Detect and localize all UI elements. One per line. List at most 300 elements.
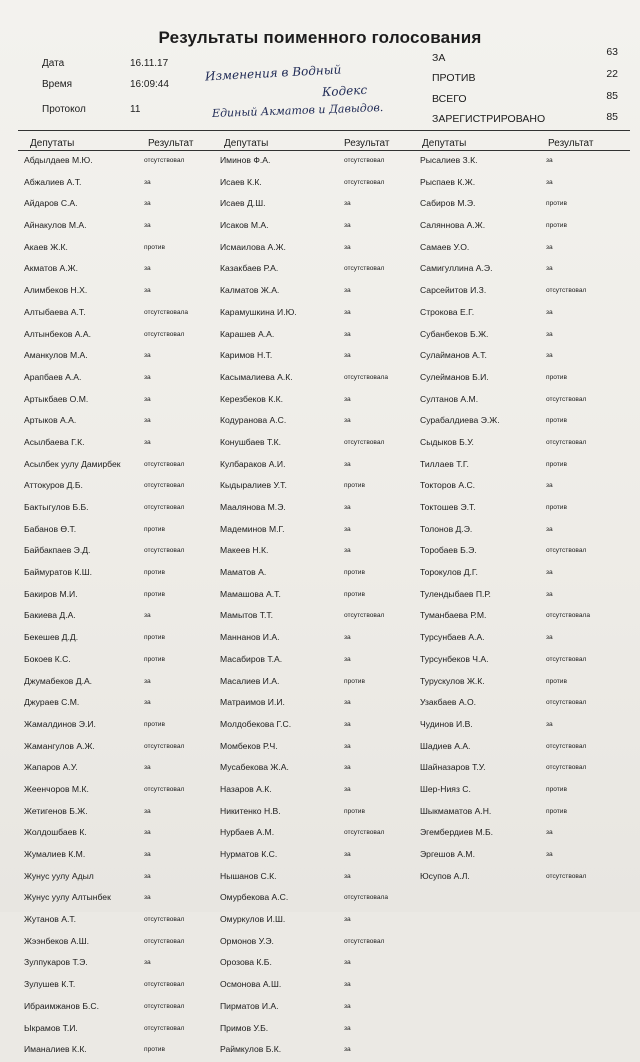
- deputy-row: [220, 585, 418, 607]
- deputy-row: [420, 845, 630, 867]
- deputy-result: за: [144, 677, 151, 685]
- deputy-row: [24, 585, 214, 607]
- deputy-row: [220, 563, 418, 585]
- deputy-result: против: [344, 569, 365, 577]
- deputy-result: за: [344, 243, 351, 251]
- deputy-result: против: [144, 569, 165, 577]
- deputy-name: Туманбаева Р.М.: [420, 610, 487, 621]
- deputy-name: Абжалиев А.Т.: [24, 176, 82, 187]
- deputy-row: [220, 281, 418, 303]
- deputy-name: Ормонов У.Э.: [220, 935, 274, 946]
- deputy-name: Никитенко Н.В.: [220, 805, 281, 816]
- deputy-result: за: [344, 1024, 351, 1032]
- deputy-name: Шер-Нияз С.: [420, 783, 471, 794]
- deputy-result: за: [344, 872, 351, 880]
- deputy-name: Баймуратов К.Ш.: [24, 567, 93, 578]
- deputy-name: Эгембердиев М.Б.: [420, 827, 494, 838]
- deputy-row: [220, 411, 418, 433]
- deputy-result: отсутствовал: [144, 460, 185, 468]
- deputy-result: за: [144, 287, 151, 295]
- col3-result-header: Результат: [548, 138, 594, 149]
- deputy-name: Самигуллина А.Э.: [420, 263, 493, 274]
- deputy-name: Рыспаев К.Ж.: [420, 176, 476, 187]
- deputy-row: [220, 1019, 418, 1041]
- votes-registered-label: ЗАРЕГИСТРИРОВАНО: [432, 113, 546, 125]
- deputy-result: за: [344, 742, 351, 750]
- deputy-result: отсутствовал: [144, 785, 185, 793]
- deputy-name: Жумалиев К.М.: [24, 849, 86, 859]
- deputy-result: отсутствовал: [144, 742, 185, 750]
- deputy-name: Маннанов И.А.: [220, 632, 280, 643]
- deputy-row: [24, 823, 214, 845]
- deputy-row: [24, 715, 214, 737]
- deputy-result: отсутствовал: [144, 504, 185, 511]
- deputy-row: [420, 238, 630, 260]
- deputy-row: [24, 802, 214, 824]
- deputy-result: против: [144, 525, 165, 533]
- deputy-name: Кыдыралиев У.Т.: [220, 480, 287, 491]
- deputy-result: за: [344, 851, 351, 858]
- deputy-row: [420, 411, 630, 433]
- time-value: 16:09:44: [130, 79, 169, 90]
- deputy-result: отсутствовал: [546, 699, 587, 707]
- deputy-result: за: [144, 829, 151, 837]
- deputy-row: [220, 194, 418, 216]
- deputy-name: Токторов А.С.: [420, 480, 476, 491]
- deputy-row: [220, 368, 418, 390]
- deputy-name: Тулендыбаев П.Р.: [420, 588, 491, 599]
- deputy-row: [24, 390, 214, 412]
- deputy-name: Артыкбаев О.М.: [24, 393, 89, 404]
- deputy-name: Раймкулов Б.К.: [220, 1044, 282, 1055]
- deputy-row: [420, 520, 630, 542]
- deputy-name: Бабанов Ө.Т.: [24, 523, 77, 534]
- votes-for-label: ЗА: [432, 52, 446, 64]
- deputy-result: за: [546, 178, 553, 186]
- deputy-result: за: [144, 395, 151, 403]
- deputy-row: [220, 628, 418, 650]
- deputy-name: Момбеков Р.Ч.: [220, 740, 278, 751]
- deputy-name: Бакиева Д.А.: [24, 610, 76, 621]
- deputy-name: Карашев А.А.: [220, 328, 275, 339]
- deputy-result: за: [344, 916, 351, 924]
- deputy-result: за: [144, 959, 151, 967]
- deputy-name: Сулейманов Б.И.: [420, 371, 489, 382]
- deputy-result: за: [546, 243, 553, 251]
- deputy-result: отсутствовал: [344, 937, 385, 945]
- deputy-result: отсутствовал: [144, 157, 185, 164]
- deputy-row: [420, 541, 630, 563]
- deputy-row: [24, 910, 214, 932]
- deputy-name: Зулушев К.Т.: [24, 979, 76, 990]
- votes-total-label: ВСЕГО: [432, 93, 467, 105]
- deputy-name: Жетигенов Б.Ж.: [24, 805, 88, 816]
- deputy-row: [420, 737, 630, 759]
- deputy-result: против: [546, 460, 567, 468]
- deputy-result: отсутствовал: [546, 547, 587, 555]
- deputy-row: [420, 802, 630, 824]
- deputy-result: отсутствовал: [344, 612, 385, 620]
- deputy-name: Исмаилова А.Ж.: [220, 241, 286, 252]
- deputy-result: отсутствовал: [144, 937, 185, 945]
- deputy-result: за: [546, 157, 553, 164]
- deputy-name: Сарсейитов И.З.: [420, 285, 487, 296]
- deputy-name: Турсунбеков Ч.А.: [420, 653, 489, 664]
- deputy-result: за: [344, 395, 351, 403]
- deputy-result: за: [546, 569, 553, 577]
- deputy-name: Алимбеков Н.Х.: [24, 285, 88, 296]
- deputy-row: [420, 259, 630, 281]
- protocol-value: 11: [130, 104, 141, 115]
- deputy-name: Жутанов А.Т.: [24, 914, 77, 925]
- deputy-row: [220, 238, 418, 260]
- deputy-result: отсутствовал: [344, 157, 385, 164]
- deputy-name: Артыков А.А.: [24, 415, 77, 426]
- deputy-result: за: [546, 829, 553, 837]
- deputy-name: Сабиров М.Э.: [420, 198, 476, 209]
- deputy-row: [220, 910, 418, 932]
- deputy-name: Акматов А.Ж.: [24, 263, 79, 274]
- deputy-name: Турсунбаев А.А.: [420, 632, 485, 643]
- deputy-result: за: [144, 265, 151, 273]
- deputy-name: Рысалиев З.К.: [420, 155, 478, 165]
- deputy-name: Аттокуров Д.Б.: [24, 480, 83, 491]
- deputy-result: за: [344, 634, 351, 642]
- deputy-result: против: [546, 373, 567, 381]
- deputy-result: против: [546, 417, 567, 425]
- deputy-result: за: [344, 525, 351, 533]
- deputy-result: против: [344, 677, 365, 685]
- deputy-result: за: [344, 764, 351, 772]
- deputy-result: за: [546, 590, 553, 598]
- deputy-name: Айнакулов М.А.: [24, 220, 87, 231]
- deputy-name: Масалиев И.А.: [220, 675, 280, 686]
- deputy-row: [420, 303, 630, 325]
- deputy-row: [220, 173, 418, 195]
- deputy-row: [24, 541, 214, 563]
- deputy-result: отсутствовал: [344, 829, 385, 837]
- deputy-row: [420, 476, 630, 498]
- deputy-row: [220, 303, 418, 325]
- deputy-name: Узакбаев А.О.: [420, 697, 477, 708]
- deputy-row: [220, 476, 418, 498]
- deputy-name: Акаев Ж.К.: [24, 241, 68, 252]
- deputy-result: за: [546, 330, 553, 338]
- deputy-row: [24, 325, 214, 347]
- deputy-row: [24, 194, 214, 216]
- deputy-result: за: [344, 1046, 351, 1054]
- col3-deputies-header: Депутаты: [422, 138, 467, 149]
- deputy-row: [420, 173, 630, 195]
- deputy-result: за: [344, 547, 351, 555]
- deputy-row: [24, 520, 214, 542]
- deputy-row: [220, 997, 418, 1019]
- deputies-column-1: [24, 151, 214, 1062]
- deputy-name: Иманалиев К.К.: [24, 1044, 87, 1055]
- deputy-row: [220, 758, 418, 780]
- deputy-row: [420, 693, 630, 715]
- deputy-result: отсутствовал: [546, 742, 587, 750]
- deputy-result: за: [344, 504, 351, 511]
- deputy-result: против: [546, 785, 567, 793]
- col1-result-header: Результат: [148, 138, 194, 149]
- deputy-row: [220, 520, 418, 542]
- deputy-row: [24, 888, 214, 910]
- deputy-name: Омуркулов И.Ш.: [220, 914, 286, 925]
- deputy-row: [24, 737, 214, 759]
- deputy-row: [24, 151, 214, 173]
- deputy-row: [24, 476, 214, 498]
- deputy-name: Кулбараков А.И.: [220, 458, 286, 469]
- deputy-name: Бактыгулов Б.Б.: [24, 502, 89, 512]
- deputy-result: отсутствовал: [546, 287, 587, 295]
- deputy-name: Джумабеков Д.А.: [24, 675, 93, 686]
- votes-against-label: ПРОТИВ: [432, 72, 476, 84]
- deputy-name: Жеенчоров М.К.: [24, 783, 89, 794]
- deputy-result: отсутствовал: [546, 764, 587, 772]
- deputy-result: отсутствовал: [144, 1024, 185, 1032]
- deputy-result: за: [546, 308, 553, 316]
- deputy-row: [24, 845, 214, 867]
- deputy-name: Мамытов Т.Т.: [220, 610, 274, 621]
- handwritten-note-line1: Изменения в Водный: [204, 62, 342, 84]
- deputy-name: Нурбаев А.М.: [220, 827, 275, 838]
- deputy-row: [24, 238, 214, 260]
- deputy-row: [24, 281, 214, 303]
- deputy-result: за: [144, 178, 151, 186]
- protocol-label: Протокол: [42, 104, 86, 115]
- deputy-name: Ыкрамов Т.И.: [24, 1022, 78, 1033]
- deputy-row: [420, 325, 630, 347]
- deputy-row: [24, 1019, 214, 1041]
- deputy-name: Субанбеков Б.Ж.: [420, 328, 489, 339]
- votes-total-value: 85: [606, 90, 618, 102]
- deputy-result: отсутствовала: [144, 308, 189, 316]
- deputy-name: Торокулов Д.Г.: [420, 567, 478, 578]
- deputy-name: Маматов А.: [220, 567, 267, 578]
- deputy-result: отсутствовал: [546, 655, 587, 663]
- deputy-result: за: [144, 373, 151, 381]
- deputy-row: [220, 259, 418, 281]
- deputy-name: Мамашова А.Т.: [220, 588, 281, 599]
- deputy-result: отсутствовал: [144, 482, 185, 490]
- document-title: Результаты поименного голосования: [158, 28, 482, 47]
- deputy-row: [220, 151, 418, 173]
- deputy-result: против: [546, 504, 567, 511]
- deputy-result: за: [546, 634, 553, 642]
- deputy-row: [420, 194, 630, 216]
- deputy-result: за: [144, 438, 151, 446]
- deputy-result: за: [546, 851, 553, 858]
- deputy-row: [220, 672, 418, 694]
- deputy-result: за: [344, 330, 351, 338]
- deputy-name: Жолдошбаев К.: [24, 827, 87, 838]
- deputy-row: [420, 715, 630, 737]
- deputy-row: [220, 845, 418, 867]
- deputy-result: за: [344, 287, 351, 295]
- deputy-row: [24, 368, 214, 390]
- deputy-name: Шайназаров Т.У.: [420, 762, 486, 773]
- deputy-name: Бакиров М.И.: [24, 588, 78, 599]
- deputy-name: Толонов Д.Э.: [420, 523, 473, 534]
- deputy-row: [220, 1040, 418, 1062]
- header-top-rule: [18, 130, 630, 131]
- deputy-result: против: [144, 243, 165, 251]
- deputy-row: [420, 563, 630, 585]
- deputy-name: Примов У.Б.: [220, 1022, 269, 1033]
- deputy-row: [420, 433, 630, 455]
- deputy-row: [24, 975, 214, 997]
- deputy-name: Байбакпаев Э.Д.: [24, 545, 91, 556]
- col2-deputies-header: Депутаты: [224, 138, 269, 149]
- deputy-row: [420, 823, 630, 845]
- deputy-result: отсутствовал: [546, 872, 587, 880]
- deputy-name: Иминов Ф.А.: [220, 155, 271, 165]
- deputy-row: [420, 758, 630, 780]
- deputy-name: Масабиров Т.А.: [220, 653, 283, 664]
- deputy-row: [420, 606, 630, 628]
- votes-for-value: 63: [606, 46, 618, 58]
- deputy-row: [220, 390, 418, 412]
- deputy-result: за: [144, 352, 151, 360]
- deputy-row: [220, 216, 418, 238]
- deputy-result: за: [144, 851, 151, 858]
- deputy-row: [420, 455, 630, 477]
- deputy-row: [220, 823, 418, 845]
- deputy-result: за: [144, 894, 151, 902]
- deputy-result: против: [344, 807, 365, 815]
- deputy-name: Бекешев Д.Д.: [24, 632, 79, 643]
- deputy-row: [420, 390, 630, 412]
- deputy-name: Аманкулов М.А.: [24, 350, 88, 361]
- deputy-name: Султанов А.М.: [420, 393, 479, 404]
- deputy-name: Мадеминов М.Г.: [220, 523, 285, 534]
- deputy-name: Саляннова А.Ж.: [420, 220, 486, 231]
- deputy-result: за: [546, 482, 553, 490]
- deputy-result: отсутствовал: [144, 981, 185, 989]
- deputy-row: [420, 780, 630, 802]
- deputy-name: Асылбаева Г.К.: [24, 436, 85, 447]
- deputy-result: отсутствовала: [344, 894, 389, 902]
- deputy-result: за: [344, 699, 351, 707]
- deputy-row: [220, 455, 418, 477]
- deputy-row: [24, 303, 214, 325]
- deputy-result: за: [546, 525, 553, 533]
- deputy-name: Жапаров А.У.: [24, 762, 78, 773]
- deputy-result: за: [144, 222, 151, 230]
- deputy-row: [24, 1040, 214, 1062]
- deputy-row: [24, 411, 214, 433]
- deputy-row: [420, 368, 630, 390]
- deputy-result: против: [144, 655, 165, 663]
- deputy-row: [420, 867, 630, 889]
- deputy-name: Мусабекова Ж.А.: [220, 762, 289, 773]
- deputy-row: [420, 650, 630, 672]
- deputy-result: отсутствовал: [144, 1002, 185, 1010]
- deputy-name: Исаев Д.Ш.: [220, 198, 266, 209]
- deputy-row: [220, 932, 418, 954]
- deputy-row: [420, 672, 630, 694]
- deputy-row: [220, 693, 418, 715]
- deputy-name: Ибраимжанов Б.С.: [24, 1000, 99, 1011]
- deputy-name: Чудинов И.В.: [420, 718, 473, 729]
- date-label: Дата: [42, 58, 65, 69]
- deputy-row: [220, 325, 418, 347]
- date-value: 16.11.17: [130, 58, 169, 69]
- deputy-result: за: [344, 417, 351, 425]
- deputy-name: Исаков М.А.: [220, 220, 269, 231]
- deputy-result: за: [144, 200, 151, 208]
- deputy-name: Айдаров С.А.: [24, 198, 78, 209]
- deputy-name: Кодуранова А.С.: [220, 415, 287, 426]
- col1-deputies-header: Депутаты: [30, 138, 75, 149]
- deputy-result: за: [144, 417, 151, 425]
- deputy-result: против: [546, 677, 567, 685]
- deputy-name: Орозова К.Б.: [220, 957, 272, 968]
- deputy-name: Осмонова А.Ш.: [220, 979, 282, 990]
- deputy-row: [24, 693, 214, 715]
- deputy-name: Асылбек уулу Дамирбек: [24, 458, 121, 469]
- deputy-row: [220, 867, 418, 889]
- deputy-result: отсутствовал: [344, 265, 385, 273]
- handwritten-note-line3: Единый Акматов и Давыдов.: [211, 101, 384, 120]
- deputy-result: против: [344, 482, 365, 490]
- deputy-name: Карамушкина И.Ю.: [220, 306, 297, 317]
- deputy-name: Нышанов С.К.: [220, 870, 277, 881]
- deputy-row: [220, 802, 418, 824]
- deputy-name: Маалянова М.Э.: [220, 502, 286, 512]
- deputy-row: [220, 650, 418, 672]
- deputy-row: [24, 173, 214, 195]
- deputy-row: [24, 259, 214, 281]
- deputy-result: за: [546, 265, 553, 273]
- deputy-result: за: [144, 612, 151, 620]
- deputy-result: отсутствовал: [144, 916, 185, 924]
- deputy-name: Касымалиева А.К.: [220, 371, 293, 382]
- deputy-name: Керезбеков К.К.: [220, 393, 283, 404]
- deputy-result: за: [344, 1002, 351, 1010]
- deputy-row: [24, 498, 214, 520]
- deputy-row: [220, 715, 418, 737]
- deputy-result: за: [344, 308, 351, 316]
- deputy-row: [220, 498, 418, 520]
- deputy-row: [24, 455, 214, 477]
- deputies-column-3: [420, 151, 630, 888]
- deputy-row: [24, 758, 214, 780]
- deputy-result: против: [344, 590, 365, 598]
- deputy-result: отсутствовал: [546, 438, 587, 446]
- deputy-result: против: [546, 807, 567, 815]
- deputy-row: [24, 932, 214, 954]
- deputy-name: Шыкмаматов А.Н.: [420, 805, 492, 816]
- deputy-result: за: [344, 981, 351, 989]
- deputy-name: Жамангулов А.Ж.: [24, 740, 95, 751]
- deputy-name: Тиллаев Т.Г.: [420, 458, 469, 469]
- deputy-row: [220, 888, 418, 910]
- deputy-result: за: [144, 872, 151, 880]
- deputy-row: [24, 672, 214, 694]
- deputy-result: за: [344, 200, 351, 208]
- deputy-name: Сурабалдиева Э.Ж.: [420, 415, 500, 426]
- deputy-name: Шадиев А.А.: [420, 740, 471, 751]
- deputy-name: Пирматов И.А.: [220, 1000, 279, 1011]
- deputy-row: [24, 650, 214, 672]
- deputy-name: Юсупов А.Л.: [420, 870, 470, 881]
- deputy-name: Конушбаев Т.К.: [220, 436, 282, 447]
- deputy-row: [24, 346, 214, 368]
- deputy-result: против: [144, 1046, 165, 1054]
- deputy-row: [420, 498, 630, 520]
